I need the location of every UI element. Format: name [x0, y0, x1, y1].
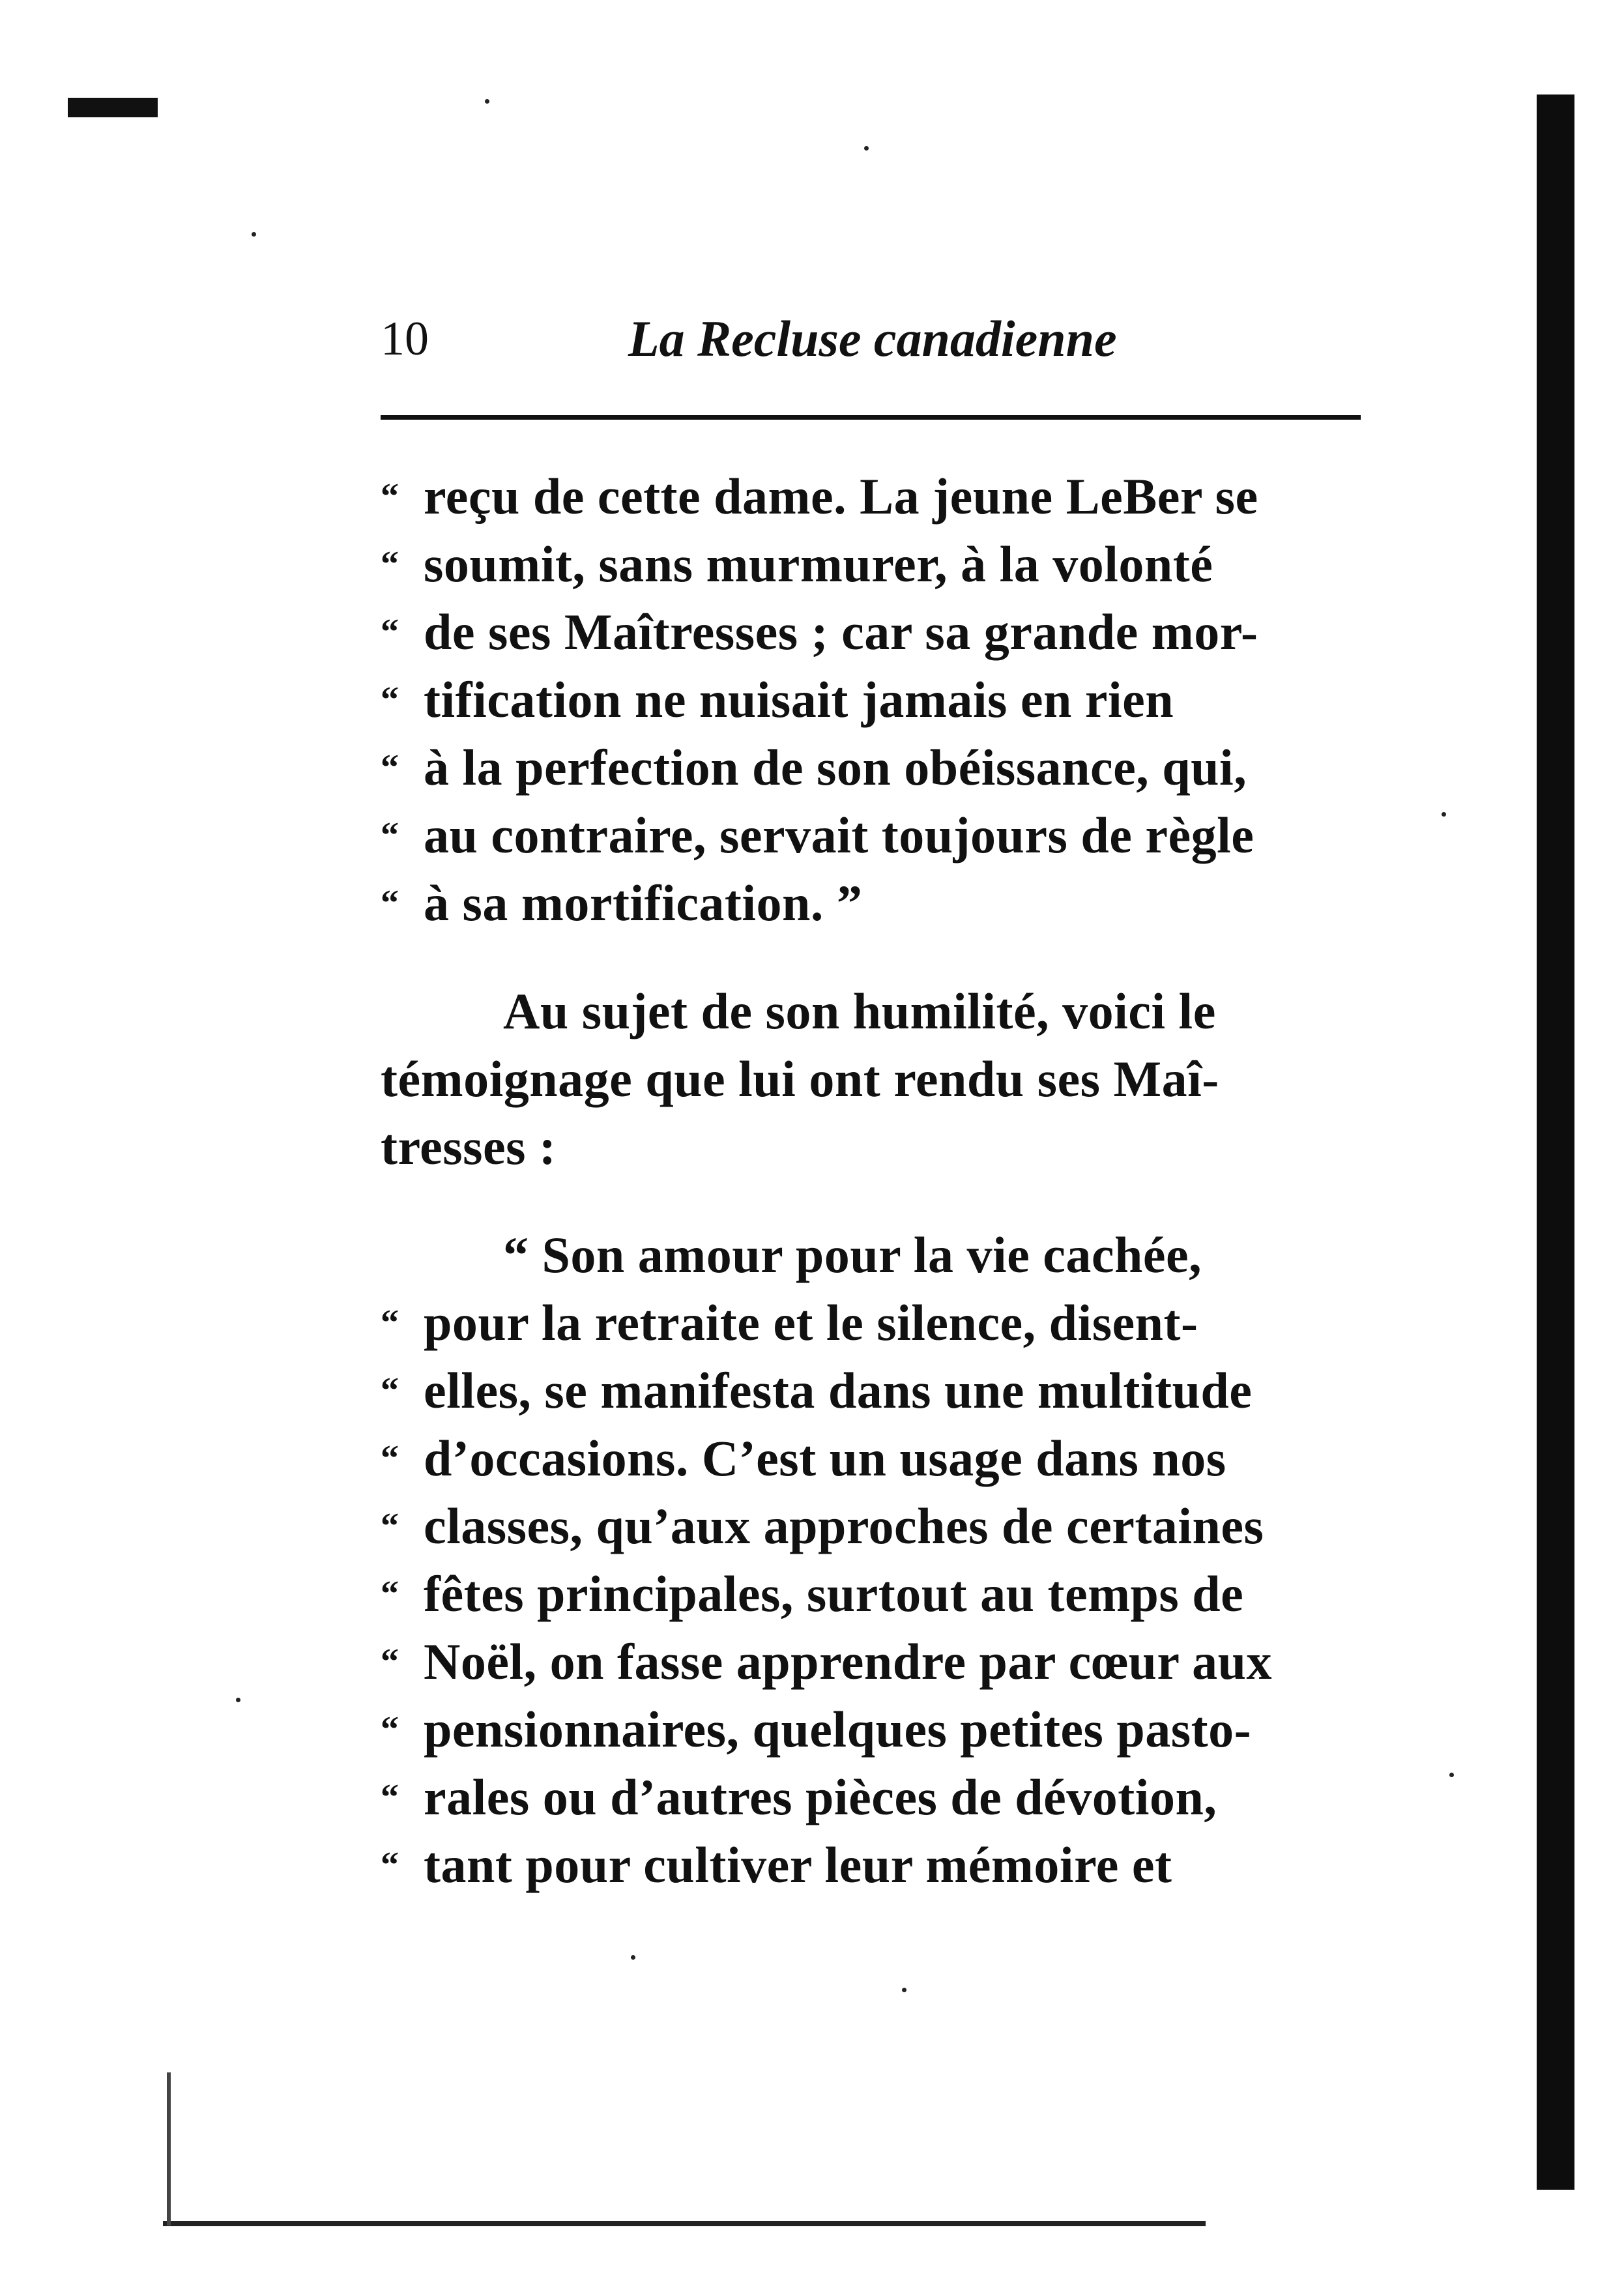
text-line: [381, 869, 862, 937]
text-line: [381, 1425, 1226, 1492]
text-line-content: tification ne nuisait jamais en rien: [424, 671, 1174, 728]
text-line-content: tresses :: [381, 1118, 557, 1175]
continuation-quote-mark: “: [381, 748, 399, 788]
text-line: [381, 463, 1258, 530]
text-line-content: Au sujet de son humilité, voici le: [503, 983, 1216, 1039]
text-line: [381, 598, 1258, 666]
running-title: La Recluse canadienne: [628, 310, 1117, 367]
text-line-content: pour la retraite et le silence, disent-: [424, 1294, 1198, 1351]
text-line: [381, 1492, 1264, 1560]
scan-speck: [1449, 1773, 1454, 1777]
continuation-quote-mark: “: [381, 815, 399, 856]
text-line-content: soumit, sans murmurer, à la volonté: [424, 536, 1213, 592]
continuation-quote-mark: “: [381, 544, 399, 585]
text-line: [381, 1113, 556, 1181]
text-line-content: rales ou d’autres pièces de dévotion,: [424, 1769, 1217, 1825]
text-line-content: tant pour cultiver leur mémoire et: [424, 1836, 1172, 1893]
text-line-content: classes, qu’aux approches de certaines: [424, 1498, 1264, 1554]
scan-speck: [902, 1988, 906, 1992]
text-line: [381, 802, 1254, 869]
scan-edge-shadow: [1537, 94, 1574, 2190]
text-line-content: à la perfection de son obéissance, qui,: [424, 739, 1247, 796]
text-line-content: d’occasions. C’est un usage dans nos: [424, 1430, 1226, 1487]
text-line: [381, 1357, 1252, 1425]
text-line: [381, 1289, 1198, 1357]
continuation-quote-mark: “: [381, 1709, 399, 1750]
continuation-quote-mark: “: [381, 883, 399, 923]
page-header: [381, 306, 1361, 371]
scan-speck: [1442, 812, 1446, 817]
scan-speck: [485, 99, 489, 104]
continuation-quote-mark: “: [381, 680, 399, 720]
continuation-quote-mark: “: [381, 1845, 399, 1885]
continuation-quote-mark: “: [381, 612, 399, 652]
text-line-content: au contraire, servait toujours de règle: [424, 807, 1254, 864]
text-line: [381, 666, 1174, 734]
text-line: [381, 978, 1216, 1045]
text-line-content: Noël, on fasse apprendre par cœur aux: [424, 1633, 1272, 1690]
text-line: [381, 1764, 1217, 1831]
scan-bottom-edge: [163, 2221, 1206, 2226]
continuation-quote-mark: “: [381, 1506, 399, 1546]
continuation-quote-mark: “: [381, 1303, 399, 1343]
text-line-content: pensionnaires, quelques petites pasto-: [424, 1701, 1252, 1758]
text-line-content: “ Son amour pour la vie cachée,: [503, 1227, 1202, 1283]
text-line: [381, 1628, 1272, 1696]
text-line: [381, 1560, 1243, 1628]
text-line: [381, 1831, 1172, 1899]
text-line-content: témoignage que lui ont rendu ses Maî-: [381, 1051, 1219, 1107]
text-line-content: elles, se manifesta dans une multitude: [424, 1362, 1253, 1419]
continuation-quote-mark: “: [381, 1438, 399, 1479]
continuation-quote-mark: “: [381, 1777, 399, 1818]
text-line-content: reçu de cette dame. La jeune LeBer se: [424, 468, 1258, 525]
text-line: [381, 1045, 1219, 1113]
header-rule: [381, 415, 1361, 420]
text-line-content: fêtes principales, surtout au temps de: [424, 1565, 1244, 1622]
continuation-quote-mark: “: [381, 1642, 399, 1682]
text-line-content: à sa mortification. ”: [424, 875, 863, 931]
scan-left-edge: [167, 2072, 171, 2226]
text-line: [381, 1696, 1251, 1764]
scan-speck: [236, 1698, 240, 1702]
scan-artifact-top-left: [68, 98, 158, 117]
scan-speck: [252, 232, 256, 237]
page-number: 10: [381, 312, 429, 366]
continuation-quote-mark: “: [381, 1574, 399, 1614]
text-line: [381, 1221, 1202, 1289]
text-line-content: de ses Maîtresses ; car sa grande mor-: [424, 603, 1258, 660]
continuation-quote-mark: “: [381, 476, 399, 517]
text-line: [381, 734, 1247, 802]
scan-speck: [631, 1955, 635, 1960]
scan-speck: [864, 146, 869, 151]
text-line: [381, 530, 1213, 598]
continuation-quote-mark: “: [381, 1371, 399, 1411]
